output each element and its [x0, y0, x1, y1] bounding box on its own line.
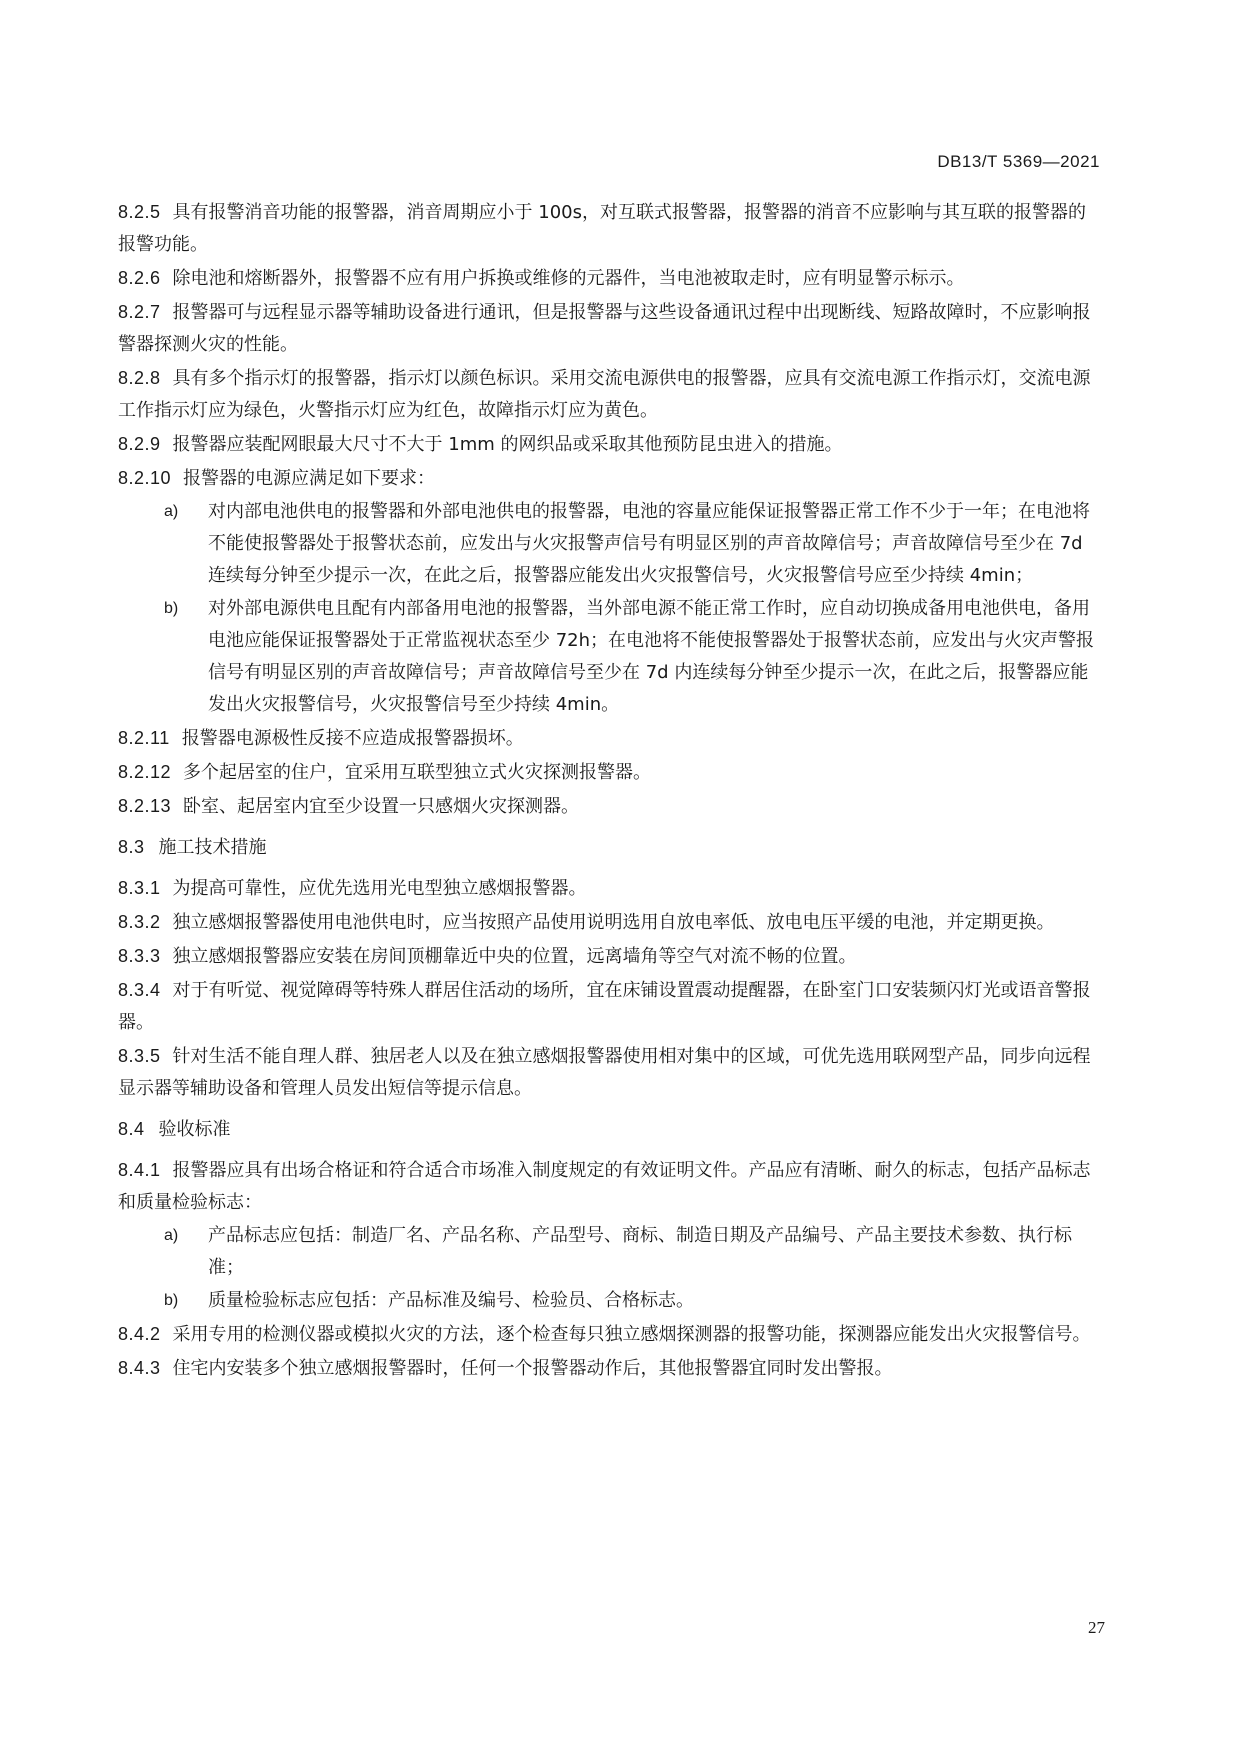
clause-8-2-5 [118, 196, 1098, 261]
section-number: 8.4 [118, 1119, 145, 1139]
section-number: 8.3 [118, 837, 145, 857]
clause-number: 8.2.13 [118, 796, 172, 816]
clause-8-2-7 [118, 296, 1098, 361]
section-heading-8-4 [118, 1113, 1098, 1146]
clause-number: 8.3.1 [118, 878, 161, 898]
clause-text: 具有报警消音功能的报警器，消音周期应小于 100s，对互联式报警器，报警器的消音不应影响与其互联的报警器的报警功能。 [118, 202, 1086, 255]
list-item-8-2-10-b [118, 593, 1098, 721]
clause-text: 卧室、起居室内宜至少设置一只感烟火灾探测器。 [183, 796, 580, 817]
clause-text: 多个起居室的住户，宜采用互联型独立式火灾探测报警器。 [183, 762, 652, 783]
clause-number: 8.4.3 [118, 1358, 161, 1378]
clause-text: 采用专用的检测仪器或模拟火灾的方法，逐个检查每只独立感烟探测器的报警功能，探测器应能发出火灾报警信号。 [172, 1324, 1091, 1345]
clause-text: 除电池和熔断器外，报警器不应有用户拆换或维修的元器件，当电池被取走时，应有明显警示标示。 [172, 268, 965, 289]
clause-8-3-4 [118, 974, 1098, 1039]
clause-number: 8.2.9 [118, 434, 161, 454]
clause-8-2-13 [118, 790, 1098, 823]
list-marker: b) [164, 600, 179, 617]
clause-text: 为提高可靠性，应优先选用光电型独立感烟报警器。 [172, 878, 587, 899]
clause-number: 8.2.10 [118, 468, 172, 488]
document-body [118, 196, 1098, 1386]
list-item-8-2-10-a [118, 496, 1098, 592]
clause-text: 报警器可与远程显示器等辅助设备进行通讯，但是报警器与这些设备通讯过程中出现断线、短路故障时，不应影响报警器探测火灾的性能。 [118, 302, 1091, 355]
clause-text: 报警器应装配网眼最大尺寸不大于 1mm 的网织品或采取其他预防昆虫进入的措施。 [172, 434, 843, 455]
list-item-8-4-1-b [118, 1285, 1098, 1317]
list-item-text: 产品标志应包括：制造厂名、产品名称、产品型号、商标、制造日期及产品编号、产品主要技术参数、执行标准； [208, 1225, 1072, 1278]
clause-8-3-3 [118, 940, 1098, 973]
list-item-8-4-1-a [118, 1220, 1098, 1284]
clause-8-3-1 [118, 872, 1098, 905]
clause-text: 报警器应具有出场合格证和符合适合市场准入制度规定的有效证明文件。产品应有清晰、耐久的标志，包括产品标志和质量检验标志： [118, 1160, 1091, 1213]
clause-number: 8.2.7 [118, 302, 161, 322]
list-marker: a) [164, 1227, 179, 1244]
clause-8-2-9 [118, 428, 1098, 461]
clause-text: 具有多个指示灯的报警器，指示灯以颜色标识。采用交流电源供电的报警器，应具有交流电源工作指示灯，交流电源工作指示灯应为绿色，火警指示灯应为红色，故障指示灯应为黄色。 [118, 368, 1091, 421]
clause-number: 8.3.2 [118, 912, 161, 932]
clause-number: 8.2.5 [118, 202, 161, 222]
clause-text: 独立感烟报警器应安装在房间顶棚靠近中央的位置，远离墙角等空气对流不畅的位置。 [172, 946, 857, 967]
clause-number: 8.3.5 [118, 1046, 161, 1066]
section-title: 验收标准 [158, 1119, 231, 1140]
clause-8-4-1 [118, 1154, 1098, 1219]
list-marker: a) [164, 503, 179, 520]
clause-number: 8.3.3 [118, 946, 161, 966]
clause-text: 针对生活不能自理人群、独居老人以及在独立感烟报警器使用相对集中的区域，可优先选用联网型产品，同步向远程显示器等辅助设备和管理人员发出短信等提示信息。 [118, 1046, 1091, 1099]
clause-number: 8.2.11 [118, 728, 170, 748]
clause-number: 8.4.2 [118, 1324, 161, 1344]
list-item-text: 质量检验标志应包括：产品标准及编号、检验员、合格标志。 [208, 1290, 694, 1311]
clause-text: 报警器的电源应满足如下要求： [183, 468, 436, 489]
section-heading-8-3 [118, 831, 1098, 864]
clause-8-4-2 [118, 1318, 1098, 1351]
clause-text: 独立感烟报警器使用电池供电时，应当按照产品使用说明选用自放电率低、放电电压平缓的电池，并定期更换。 [172, 912, 1055, 933]
clause-text: 住宅内安装多个独立感烟报警器时，任何一个报警器动作后，其他报警器宜同时发出警报。 [172, 1358, 893, 1379]
clause-8-3-2 [118, 906, 1098, 939]
clause-number: 8.2.12 [118, 762, 172, 782]
clause-8-2-8 [118, 362, 1098, 427]
clause-number: 8.4.1 [118, 1160, 161, 1180]
clause-number: 8.3.4 [118, 980, 161, 1000]
clause-8-2-12 [118, 756, 1098, 789]
clause-8-3-5 [118, 1040, 1098, 1105]
clause-text: 报警器电源极性反接不应造成报警器损坏。 [181, 728, 524, 749]
clause-text: 对于有听觉、视觉障碍等特殊人群居住活动的场所，宜在床铺设置震动提醒器，在卧室门口安装频闪灯光或语音警报器。 [118, 980, 1091, 1033]
page-number: 27 [1088, 1618, 1105, 1637]
section-title: 施工技术措施 [158, 837, 267, 858]
list-marker: b) [164, 1292, 179, 1309]
clause-8-4-3 [118, 1352, 1098, 1385]
clause-number: 8.2.8 [118, 368, 161, 388]
list-item-text: 对外部电源供电且配有内部备用电池的报警器，当外部电源不能正常工作时，应自动切换成备用电池供电，备用电池应能保证报警器处于正常监视状态至少 72h；在电池将不能使报警器处于报警状态前，应发出与火灾声警报信号有明显区别的声音故障信号；声音故障信号至少在 7d 内连续每分钟至少提示一次，在此之后，报警器应能发出火灾报警信号，火灾报警信号至少持续 4min。 [208, 598, 1095, 715]
clause-8-2-10 [118, 462, 1098, 495]
clause-number: 8.2.6 [118, 268, 161, 288]
clause-8-2-11 [118, 722, 1098, 755]
clause-8-2-6 [118, 262, 1098, 295]
document-code: DB13/T 5369—2021 [937, 152, 1100, 171]
list-item-text: 对内部电池供电的报警器和外部电池供电的报警器，电池的容量应能保证报警器正常工作不少于一年；在电池将不能使报警器处于报警状态前，应发出与火灾报警声信号有明显区别的声音故障信号；声音故障信号至少在 7d 连续每分钟至少提示一次，在此之后，报警器应能发出火灾报警信号，火灾报警信号应至少持续 4min； [208, 501, 1090, 586]
